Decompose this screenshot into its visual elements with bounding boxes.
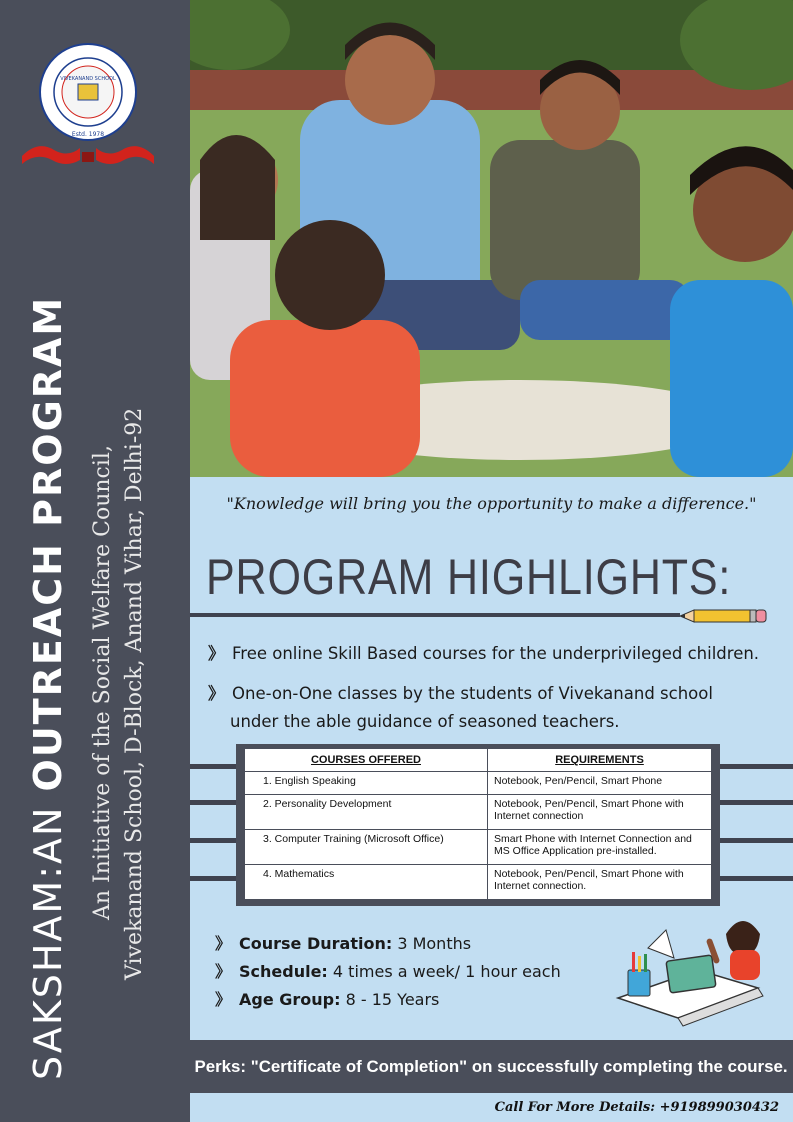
course-cell: 1. English Speaking (245, 772, 488, 795)
stripe (720, 876, 793, 881)
stripe (720, 800, 793, 805)
address-line: Vivekanand School, D-Block, Anand Vihar, Delhi-92 (122, 407, 147, 980)
column-header-requirements: REQUIREMENTS (488, 749, 712, 772)
requirement-cell: Notebook, Pen/Pencil, Smart Phone with Internet connection. (488, 865, 712, 900)
course-cell: 2. Personality Development (245, 795, 488, 830)
info-label: Schedule: (239, 962, 328, 981)
program-title-bold: OUTREACH PROGRAM (26, 295, 70, 792)
courses-table (244, 748, 712, 900)
column-header-courses: COURSES OFFERED (245, 749, 488, 772)
perks-banner: Perks: "Certificate of Completion" on successfully completing the course. (190, 1040, 793, 1093)
stripe (190, 876, 236, 881)
program-title (26, 296, 70, 1080)
highlight-item (208, 680, 713, 736)
highlight-text: One-on-One classes by the students of Vivekanand school (232, 684, 713, 703)
program-highlights-heading: PROGRAM HIGHLIGHTS: (206, 549, 732, 605)
schedule (215, 959, 561, 982)
highlight-item (208, 640, 759, 664)
table-row (245, 830, 712, 865)
course-cell: 4. Mathematics (245, 865, 488, 900)
table-row (245, 865, 712, 900)
quote-text: "Knowledge will bring you the opportunity to make a difference." (226, 494, 757, 513)
table-row (245, 772, 712, 795)
chevron-icon: 》 (208, 684, 225, 703)
stripe (720, 838, 793, 843)
stripe (190, 800, 236, 805)
stripe (720, 764, 793, 769)
chevron-icon: 》 (215, 934, 232, 953)
course-cell: 3. Computer Training (Microsoft Office) (245, 830, 488, 865)
hero-photo (190, 0, 793, 477)
contact-line: Call For More Details: +919899030432 (494, 1100, 779, 1115)
chevron-icon: 》 (215, 962, 232, 981)
chevron-icon: 》 (208, 644, 225, 663)
program-title-light: SAKSHAM:AN (26, 791, 70, 1080)
pencil-icon (680, 604, 770, 628)
logo-estd-text: Estd. 1978 (71, 131, 105, 138)
highlight-text: Free online Skill Based courses for the underprivileged children. (232, 644, 760, 663)
requirement-cell: Notebook, Pen/Pencil, Smart Phone with Internet connection (488, 795, 712, 830)
stripe (190, 838, 236, 843)
table-row (245, 795, 712, 830)
school-logo (18, 40, 158, 170)
student-laptop-illustration (608, 908, 773, 1038)
initiative-line: An Initiative of the Social Welfare Council, (90, 445, 115, 920)
logo-school-text: VIVEKANAND SCHOOL (60, 76, 116, 82)
stripe (190, 764, 236, 769)
info-value: 8 - 15 Years (340, 990, 440, 1009)
requirement-cell: Smart Phone with Internet Connection and MS Office Application pre-installed. (488, 830, 712, 865)
info-value: 3 Months (392, 934, 472, 953)
requirement-cell: Notebook, Pen/Pencil, Smart Phone (488, 772, 712, 795)
info-value: 4 times a week/ 1 hour each (327, 962, 561, 981)
info-label: Age Group: (239, 990, 341, 1009)
highlight-text-continued: under the able guidance of seasoned teachers. (230, 712, 620, 731)
table-header-row (245, 749, 712, 772)
info-label: Course Duration: (239, 934, 393, 953)
sidebar (0, 0, 190, 1122)
course-duration (215, 931, 471, 954)
heading-underline (190, 613, 680, 617)
age-group (215, 987, 439, 1010)
chevron-icon: 》 (215, 990, 232, 1009)
